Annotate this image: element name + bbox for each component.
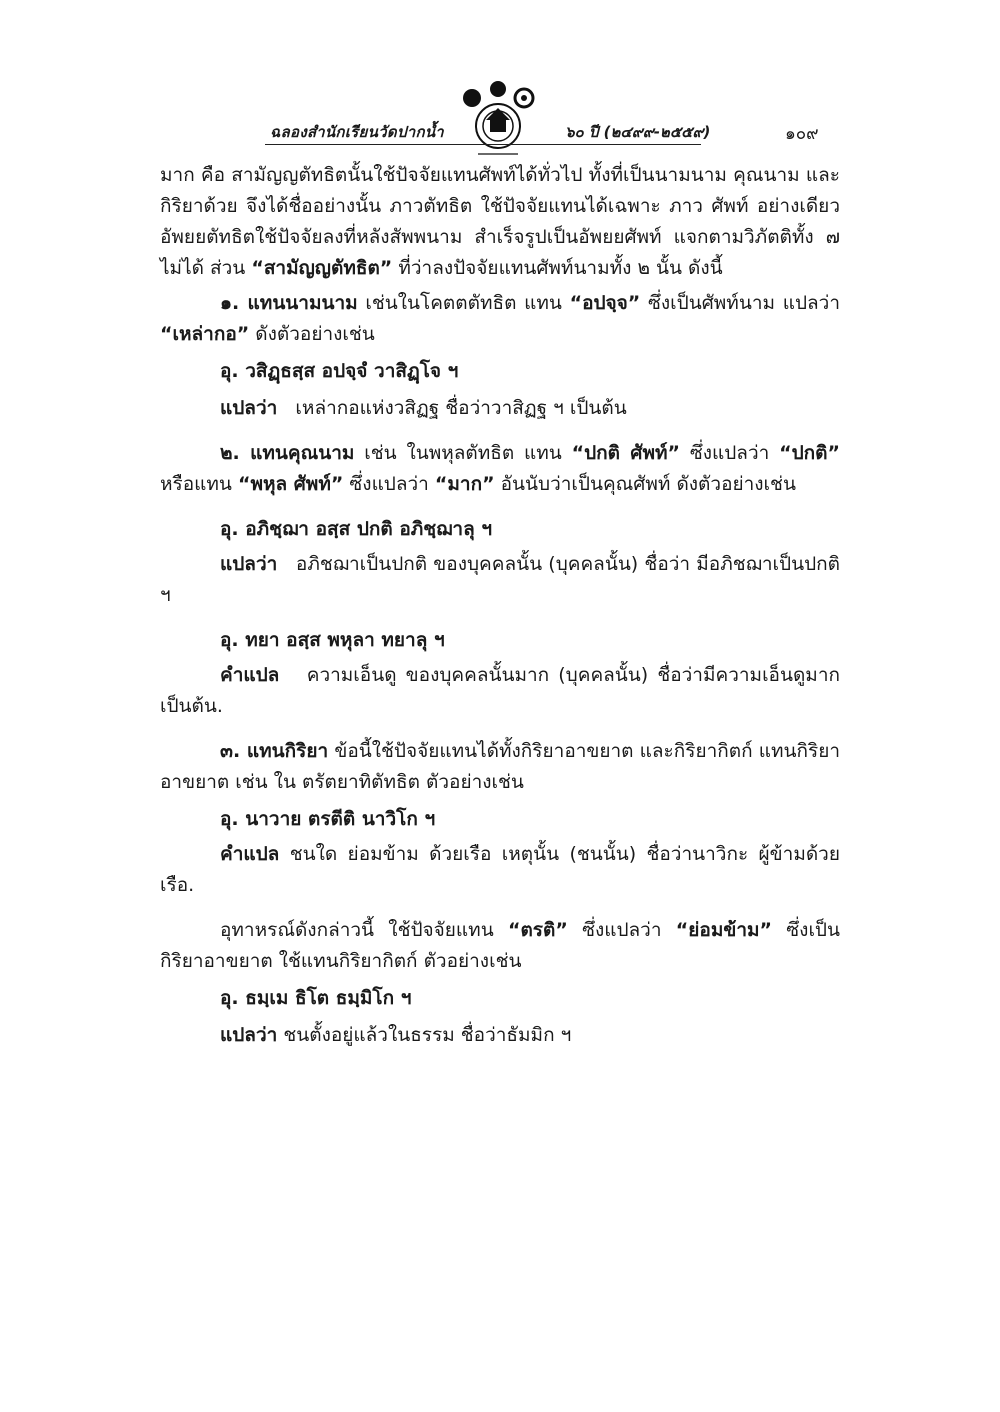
example-2: อุ. อภิชฺฌา อสฺส ปกติ อภิชฺฌาลุ ฯ — [220, 518, 492, 540]
example-3: อุ. ทยา อสฺส พหุลา ทยาลุ ฯ — [220, 629, 445, 651]
institution-seal-logo — [448, 80, 548, 160]
header-anniversary: ๖๐ ปี (๒๔๙๙-๒๕๕๙) — [565, 123, 711, 141]
example-5: อุ. ธมฺเม ธิโต ธมฺมิโก ฯ — [220, 987, 412, 1009]
header-title: ฉลองสำนักเรียนวัดปากน้ำ — [270, 123, 444, 141]
section-2-heading: ๒. แทนคุณนาม เช่น ในพหุลตัทธิต แทน “ปกติ ศัพท์” ซึ่งแปลว่า “ปกติ” หรือแทน “พหุล ศัพท์” ซึ่งแปลว่า “มาก” อันนับว่าเป็นคุณศัพท์ ดังตัวอย่างเช่น — [160, 442, 841, 495]
translation-3: คำแปล ความเอ็นดู ของบุคคลนั้นมาก (บุคคลนั้น) ชื่อว่ามีความเอ็นดูมาก เป็นต้น. — [160, 664, 840, 717]
translation-4: คำแปล ชนใด ย่อมข้าม ด้วยเรือ เหตุนั้น (ชนนั้น) ชื่อว่านาวิกะ ผู้ข้ามด้วยเรือ. — [160, 843, 840, 896]
translation-5: แปลว่า ชนตั้งอยู่แล้วในธรรม ชื่อว่าธัมมิก ฯ — [220, 1024, 572, 1046]
header-rule — [265, 144, 701, 145]
page-body — [160, 160, 840, 1055]
section-3-heading: ๓. แทนกิริยา ข้อนี้ใช้ปัจจัยแทนได้ทั้งกิริยาอาขยาต และกิริยากิตก์ แทนกิริยาอาขยาต เช่น ใน ตรัตยาทิตัทธิต ตัวอย่างเช่น — [160, 740, 841, 793]
example-4: อุ. นาวาย ตรตีติ นาวิโก ฯ — [220, 808, 436, 830]
paragraph-explanation: อุทาหรณ์ดังกล่าวนี้ ใช้ปัจจัยแทน “ตรติ” ซึ่งแปลว่า “ย่อมข้าม” ซึ่งเป็นกิริยาอาขยาต ใช้แทนกิริยากิตก์ ตัวอย่างเช่น — [160, 919, 840, 972]
section-1-heading: ๑. แทนนามนาม เช่นในโคตตตัทธิต แทน “อปจฺจ” ซึ่งเป็นศัพท์นาม แปลว่า “เหล่ากอ” ดังตัวอย่างเช่น — [160, 292, 840, 345]
page-number: ๑๐๙ — [785, 124, 819, 144]
page-header — [0, 40, 1000, 150]
paragraph-intro: มาก คือ สามัญญตัทธิตนั้นใช้ปัจจัยแทนศัพท์ได้ทั่วไป ทั้งที่เป็นนามนาม คุณนาม และกิริยาด้วย จึงได้ชื่ออย่างนั้น ภาวตัทธิต ใช้ปัจจัยแทนได้เฉพาะ ภาว ศัพท์ อย่างเดียว อัพยยตัทธิตใช้ปัจจัยลงที่หลังสัพพนาม สำเร็จรูปเป็นอัพยยศัพท์ แจกตามวิภัตติทั้ง ๗ ไม่ได้ ส่วน “สามัญญตัทธิต” ที่ว่าลงปัจจัยแทนศัพท์นามทั้ง ๒ นั้น ดังนี้ — [160, 164, 840, 279]
example-1: อุ. วสิฏฺธสฺส อปจฺจํ วาสิฏฺโจ ฯ — [220, 360, 459, 382]
translation-1: แปลว่า เหล่ากอแห่งวสิฏฐ ชื่อว่าวาสิฏฐ ฯ เป็นต้น — [220, 397, 627, 419]
translation-2: แปลว่า อภิชฌาเป็นปกติ ของบุคคลนั้น (บุคคลนั้น) ชื่อว่า มีอภิชฌาเป็นปกติ ฯ — [160, 553, 840, 606]
